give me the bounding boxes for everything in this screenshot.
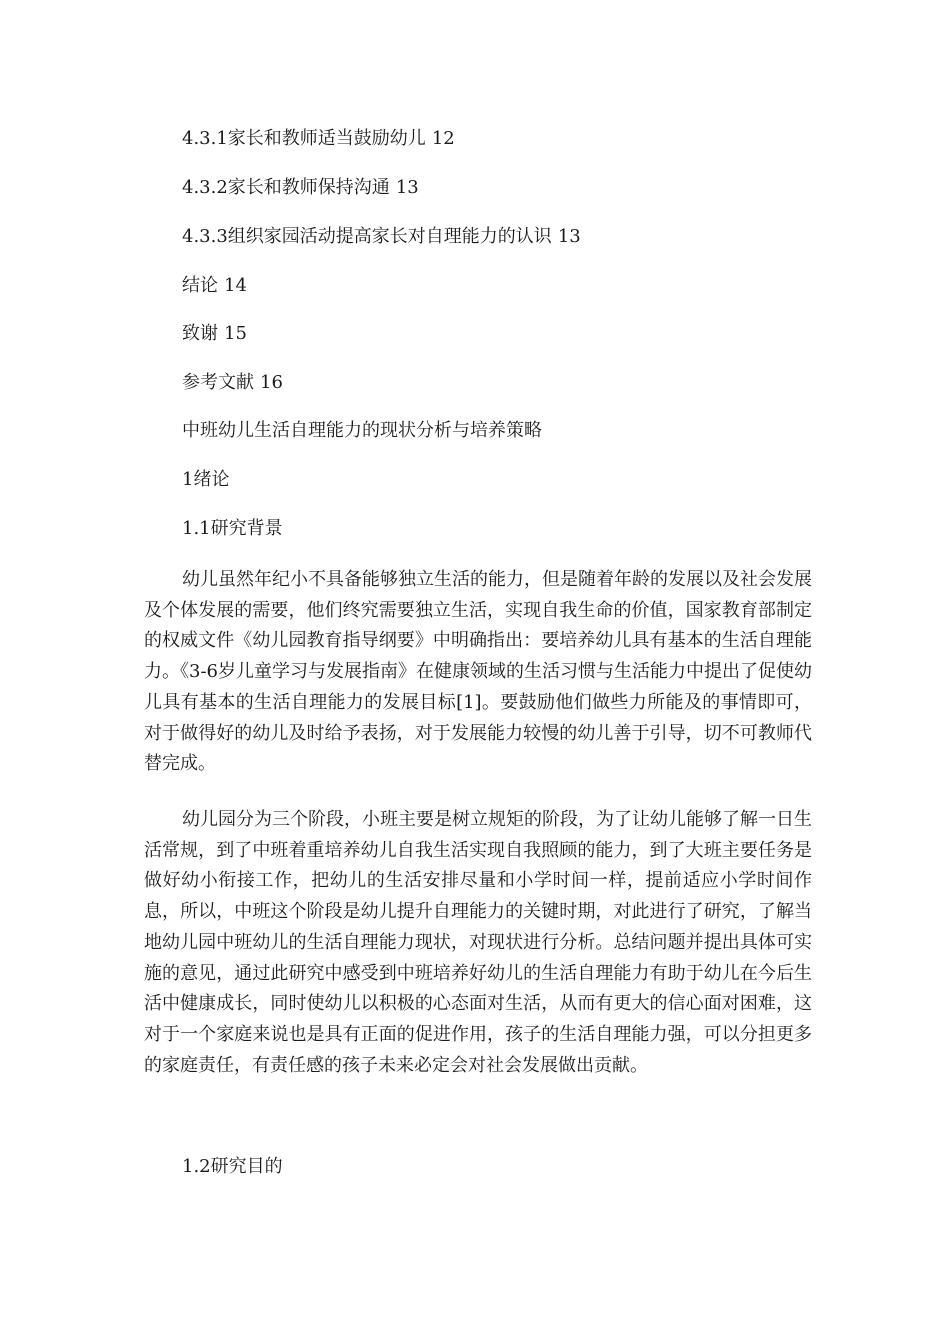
- toc-entry: [182, 274, 247, 298]
- toc-entry-title: 4.3.3组织家园活动提高家长对自理能力的认识: [182, 226, 552, 247]
- toc-entry-title: 4.3.1家长和教师适当鼓励幼儿: [182, 128, 426, 149]
- subsection-heading: 1.2研究目的: [182, 1156, 283, 1177]
- toc-entry-page: 16: [260, 372, 283, 393]
- toc-entry-title: 结论: [182, 275, 218, 296]
- toc-entry-title: 参考文献: [182, 372, 254, 393]
- body-paragraph: 幼儿园分为三个阶段，小班主要是树立规矩的阶段，为了让幼儿能够了解一日生活常规，到了中班着重培养幼儿自我生活实现自我照顾的能力，到了大班主要任务是做好幼小衔接工作，把幼儿的生活安排尽量和小学时间一样，提前适应小学时间作息，所以，中班这个阶段是幼儿提升自理能力的关键时期，对此进行了研究，了解当地幼儿园中班幼儿的生活自理能力现状，对现状进行分析。总结问题并提出具体可实施的意见，通过此研究中感受到中班培养好幼儿的生活自理能力有助于幼儿在今后生活中健康成长，同时使幼儿以积极的心态面对生活，从而有更大的信心面对困难，这对于一个家庭来说也是具有正面的促进作用，孩子的生活自理能力强，可以分担更多的家庭责任，有责任感的孩子未来必定会对社会发展做出贡献。: [144, 809, 812, 1076]
- toc-entry-title: 致谢: [182, 323, 218, 344]
- toc-entry: [182, 371, 283, 395]
- toc-entry: [182, 176, 419, 200]
- toc-entry-title: 4.3.2家长和教师保持沟通: [182, 177, 390, 198]
- toc-entry-page: 15: [224, 323, 247, 344]
- toc-entry-page: 14: [224, 275, 247, 296]
- section-heading: 1绪论: [182, 469, 230, 490]
- toc-entry: [182, 127, 455, 151]
- toc-entry: [182, 225, 581, 249]
- toc-entry-page: 12: [431, 128, 455, 149]
- document-title: 中班幼儿生活自理能力的现状分析与培养策略: [182, 420, 542, 441]
- toc-entry: [182, 322, 247, 346]
- toc-entry-page: 13: [395, 177, 419, 198]
- body-paragraph: 幼儿虽然年纪小不具备能够独立生活的能力，但是随着年龄的发展以及社会发展及个体发展的需要，他们终究需要独立生活，实现自我生命的价值，国家教育部制定的权威文件《幼儿园教育指导纲要》中明确指出：要培养幼儿具有基本的生活自理能力。《3-6岁儿童学习与发展指南》在健康领域的生活习惯与生活能力中提出了促使幼儿具有基本的生活自理能力的发展目标[1]。要鼓励他们做些力所能及的事情即可，对于做得好的幼儿及时给予表扬，对于发展能力较慢的幼儿善于引导，切不可教师代替完成。: [144, 569, 812, 775]
- subsection-heading: 1.1研究背景: [182, 518, 283, 539]
- toc-entry-page: 13: [557, 226, 581, 247]
